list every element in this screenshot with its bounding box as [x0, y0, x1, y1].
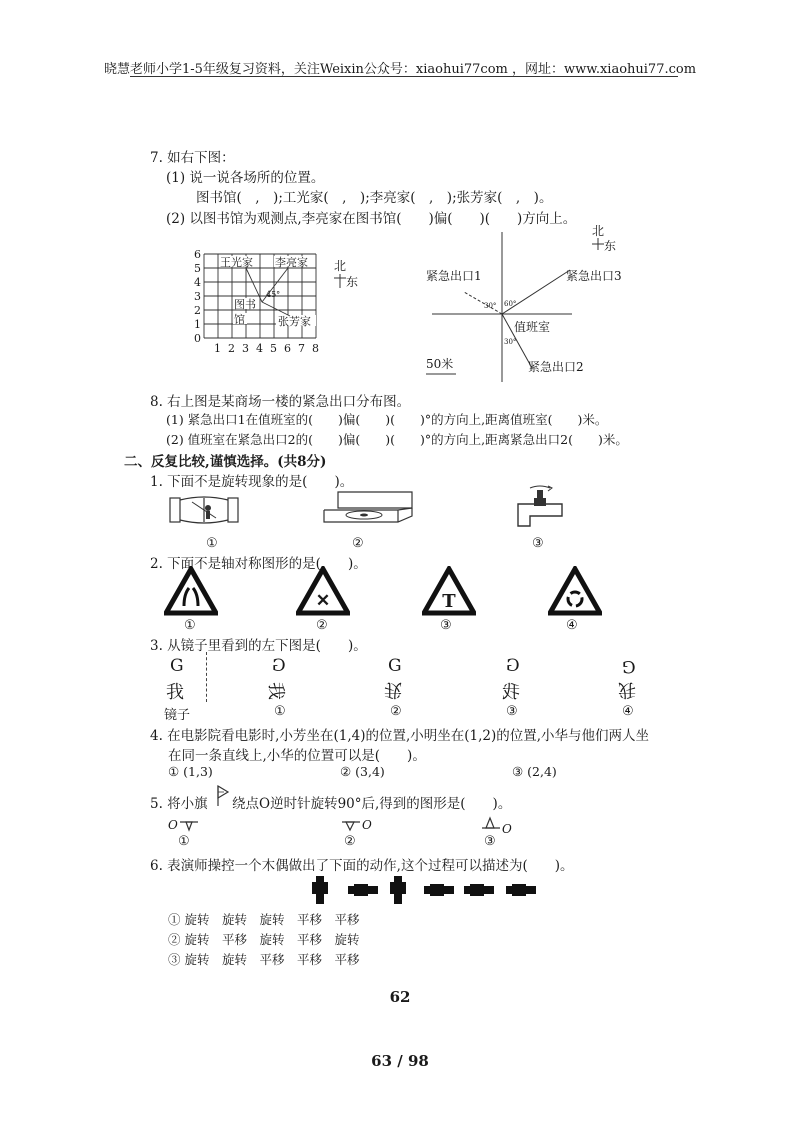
- sign-letter-t: T: [442, 591, 456, 612]
- exit3-label: 紧急出口3: [566, 269, 622, 283]
- c4-option-2[interactable]: ② (3,4): [340, 764, 385, 779]
- angle-a2: 60°: [504, 300, 517, 308]
- c3-option-1[interactable]: ①: [274, 704, 286, 719]
- q8-sub2: (2) 值班室在紧急出口2的( )偏( )( )°的方向上,距离紧急出口2( )米。: [166, 432, 628, 447]
- y-tick: 4: [194, 276, 201, 289]
- c3-opt2-char: 我: [384, 679, 402, 700]
- cd-tray-icon: [320, 488, 416, 532]
- c5-question-a: 5. 将小旗: [150, 796, 208, 812]
- c3-opt3-g: G: [506, 656, 520, 676]
- q7-sub1-fill: 图书馆( , );工光家( , );李亮家( , );张芳家( , )。: [196, 190, 553, 206]
- grid-figure: [186, 244, 376, 358]
- c1-option-2[interactable]: ②: [352, 536, 364, 551]
- crossroad-sign-icon: [296, 566, 350, 616]
- y-tick: 6: [194, 248, 201, 261]
- c1-option-3[interactable]: ③: [532, 536, 544, 551]
- q7-sub1: (1) 说一说各场所的位置。: [166, 170, 325, 186]
- compass-north: 北: [334, 259, 347, 273]
- library-label: 图书: [234, 298, 256, 311]
- angle-label: 45°: [266, 290, 281, 299]
- c6-option-2[interactable]: ② 旋转 平移 旋转 平移 旋转: [168, 932, 360, 947]
- compass-icon: [592, 238, 604, 250]
- c2-option-1[interactable]: ①: [184, 618, 196, 633]
- x-tick: 5: [270, 342, 277, 355]
- c1-option-1[interactable]: ①: [206, 536, 218, 551]
- x-tick: 7: [298, 342, 305, 355]
- li-home-label: 李亮家: [275, 256, 308, 269]
- c2-option-2[interactable]: ②: [316, 618, 328, 633]
- c3-opt3-char: 我: [502, 682, 520, 703]
- x-tick: 2: [228, 342, 235, 355]
- y-tick: 3: [194, 290, 201, 303]
- c3-option-3[interactable]: ③: [506, 704, 518, 719]
- c3-option-2[interactable]: ②: [390, 704, 402, 719]
- y-tick: 5: [194, 262, 201, 275]
- c5-question-b: 绕点O逆时针旋转90°后,得到的图形是( )。: [232, 796, 512, 812]
- c4-option-1[interactable]: ① (1,3): [168, 764, 213, 779]
- puppet-sequence: [306, 874, 546, 906]
- c3-opt1-g: G: [272, 656, 286, 676]
- compass-north: 北: [592, 224, 605, 238]
- c2-question: 2. 下面不是轴对称图形的是( )。: [150, 556, 367, 572]
- c3-opt4-char: 我: [618, 679, 636, 700]
- q7-sub2: (2) 以图书馆为观测点,李亮家在图书馆( )偏( )( )方向上。: [166, 211, 577, 227]
- zhang-home-label: 张芳家: [278, 315, 311, 328]
- c6-option-3[interactable]: ③ 旋转 旋转 平移 平移 平移: [168, 952, 360, 967]
- puppet-icon: [506, 884, 536, 896]
- y-tick: 2: [194, 304, 201, 317]
- puppet-icon: [312, 876, 328, 904]
- puppet-icon: [424, 884, 454, 896]
- angle-a1: 30°: [484, 302, 497, 310]
- y-tick: 0: [194, 332, 201, 345]
- c5-opt2-o: O: [362, 818, 372, 832]
- road-narrows-sign-icon: [164, 566, 218, 616]
- line-to-zhang: [262, 302, 290, 316]
- exit2-label: 紧急出口2: [528, 360, 584, 374]
- original-g: G: [170, 656, 184, 676]
- flag-rotated-1-icon: [178, 818, 200, 832]
- exit1-label: 紧急出口1: [426, 269, 482, 283]
- c5-option-2[interactable]: ②: [344, 834, 356, 849]
- c3-question: 3. 从镜子里看到的左下图是( )。: [150, 638, 367, 654]
- wang-home-label: 王光家: [220, 256, 253, 269]
- c2-option-4[interactable]: ④: [566, 618, 578, 633]
- flag-rotated-2-icon: [340, 818, 362, 832]
- c5-option-1[interactable]: ①: [178, 834, 190, 849]
- compass-icon: [334, 274, 346, 288]
- c2-option-3[interactable]: ③: [440, 618, 452, 633]
- page-number: 62: [389, 988, 411, 1006]
- roundabout-sign-icon: [548, 566, 602, 616]
- compass-east: 东: [346, 275, 359, 289]
- faucet-icon: [510, 484, 570, 532]
- x-tick: 1: [214, 342, 221, 355]
- mirror-label: 镜子: [164, 708, 191, 723]
- y-tick: 1: [194, 318, 201, 331]
- q8-title: 8. 右上图是某商场一楼的紧急出口分布图。: [150, 394, 411, 410]
- c3-opt4-g: G: [622, 656, 636, 676]
- office-label: 值班室: [514, 320, 551, 334]
- mirror-line: [206, 652, 207, 702]
- section2-title: 二、反复比较,谨慎选择。(共8分): [124, 454, 327, 470]
- c6-option-1[interactable]: ① 旋转 旋转 旋转 平移 平移: [168, 912, 360, 927]
- c3-opt1-char: 我: [265, 682, 286, 700]
- c1-question: 1. 下面不是旋转现象的是( )。: [150, 474, 354, 490]
- q7-title: 7. 如右下图：: [150, 150, 235, 166]
- c4-question-2: 在同一条直线上,小华的位置可以是( )。: [168, 748, 426, 764]
- c5-opt1-o: O: [168, 818, 178, 832]
- page-header: 晓慧老师小学1-5年级复习资料，关注Weixin公众号：xiaohui77com ，网址：www.xiaohui77.com: [103, 62, 697, 77]
- revolving-door-icon: [168, 494, 240, 530]
- x-tick: 6: [284, 342, 291, 355]
- x-tick: 8: [312, 342, 319, 355]
- header-rule: [130, 76, 678, 77]
- flag-icon: [214, 784, 230, 812]
- puppet-icon: [390, 876, 406, 904]
- x-tick: 4: [256, 342, 263, 355]
- c3-option-4[interactable]: ④: [622, 704, 634, 719]
- x-tick: 3: [242, 342, 249, 355]
- c4-option-3[interactable]: ③ (2,4): [512, 764, 557, 779]
- puppet-icon: [464, 884, 494, 896]
- c4-question: 4. 在电影院看电影时,小芳坐在(1,4)的位置,小明坐在(1,2)的位置,小华与他们两人坐: [150, 728, 650, 744]
- c5-option-3[interactable]: ③: [484, 834, 496, 849]
- exit-figure: [420, 222, 660, 388]
- angle-a3: 30°: [504, 338, 517, 346]
- c5-opt3-o: O: [502, 822, 512, 836]
- compass-east: 东: [604, 239, 617, 253]
- scale-label: 50米: [426, 357, 454, 371]
- library-label-2: 馆: [234, 313, 245, 326]
- page-counter: 63 / 98: [371, 1052, 429, 1070]
- q8-sub1: (1) 紧急出口1在值班室的( )偏( )( )°的方向上,距离值班室( )米。: [166, 412, 608, 427]
- c3-opt2-g: G: [388, 656, 402, 676]
- puppet-icon: [348, 884, 378, 896]
- t-junction-sign-icon: [422, 566, 476, 616]
- c6-question: 6. 表演师操控一个木偶做出了下面的动作,这个过程可以描述为( )。: [150, 858, 574, 874]
- flag-rotated-3-icon: [480, 816, 502, 832]
- original-char: 我: [166, 682, 184, 703]
- sign-letter-x: ✕: [315, 591, 331, 611]
